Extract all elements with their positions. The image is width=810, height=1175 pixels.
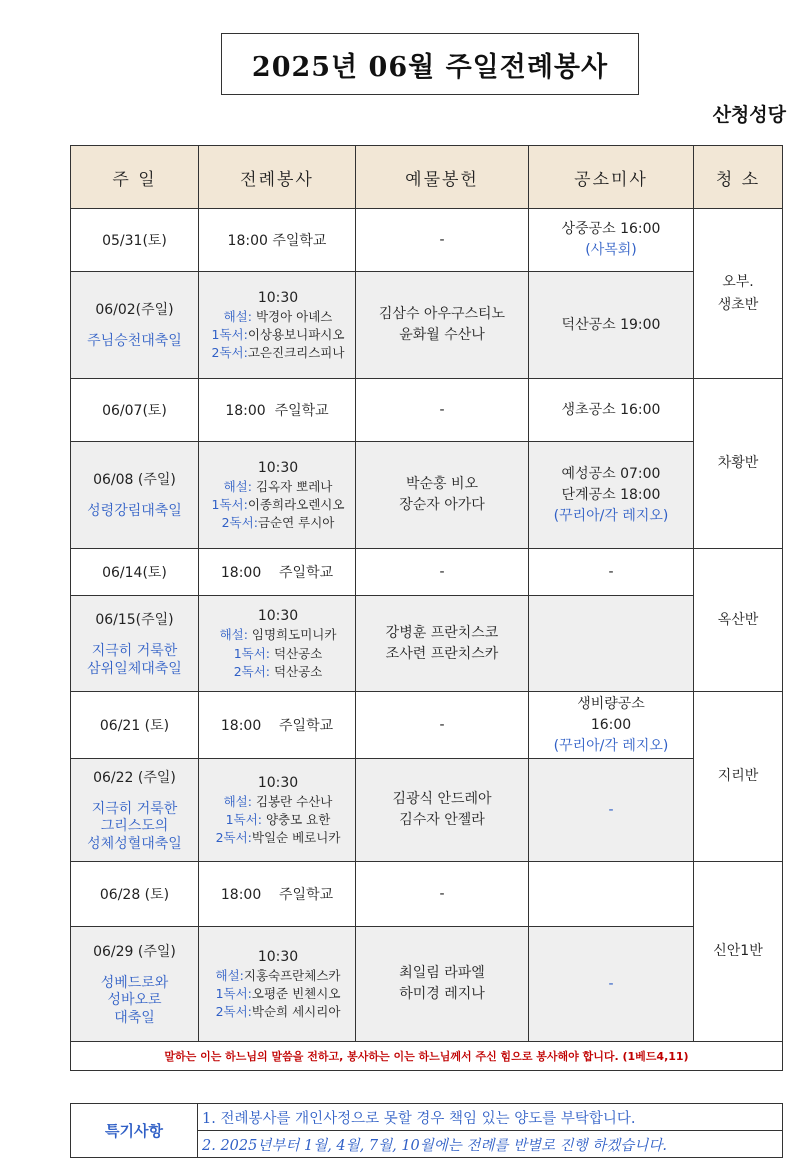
date-text: 06/22 (주일) [93, 769, 176, 786]
commentator [201, 626, 355, 644]
header-offering: 예물봉헌 [356, 146, 529, 209]
feast-name: 성베드로와 성바오로 대축일 [100, 974, 169, 1026]
person-name: 금순연 루시아 [257, 515, 335, 531]
date-cell [71, 862, 199, 927]
role-label: 해설: [223, 478, 252, 494]
mission-mass-cell [529, 549, 694, 596]
liturgy-text: 18:00 주일학교 [227, 233, 327, 249]
offering-cell: 김삼수 아우구스티노 윤화월 수산나 [356, 272, 529, 379]
mission-mass-cell [529, 692, 694, 759]
liturgy-cell [199, 596, 356, 692]
date-text: 06/15(주일) [95, 612, 174, 628]
role-label: 1독서: [225, 812, 262, 828]
person-name: 이종희라오렌시오 [247, 497, 345, 513]
liturgy-cell [199, 209, 356, 272]
liturgy-time: 10:30 [257, 289, 299, 306]
person-name: 박일순 베로니카 [251, 830, 341, 846]
commentator [201, 308, 355, 326]
offering-cell: - [356, 692, 529, 759]
person-name: 덕산공소 [270, 645, 323, 661]
role-label: 2독서: [211, 345, 248, 361]
reader-1 [201, 645, 355, 663]
commentator [201, 967, 355, 985]
date-cell [71, 549, 199, 596]
feast-name: 지극히 거룩한 그리스도의 성체성혈대축일 [87, 800, 182, 852]
header-sunday: 주 일 [71, 146, 199, 209]
notes-label: 특기사항 [71, 1104, 198, 1158]
reader-2 [201, 829, 355, 847]
mission-mass-cell [529, 272, 694, 379]
role-label: 해설: [223, 308, 252, 324]
offering-cell: - [356, 549, 529, 596]
date-text: 06/08 (주일) [93, 472, 176, 489]
schedule-table [70, 145, 783, 1071]
person-name: 김옥자 뽀레나 [251, 478, 333, 494]
mission-mass-cell [529, 442, 694, 549]
table-row [71, 272, 783, 379]
liturgy-time: 10:30 [257, 608, 299, 625]
offering-cell: 김광식 안드레아 김수자 안젤라 [356, 759, 529, 862]
date-cell [71, 209, 199, 272]
table-row [71, 442, 783, 549]
liturgy-cell [199, 927, 356, 1042]
liturgy-time: 10:30 [257, 774, 299, 791]
role-label: 1독서: [215, 986, 252, 1002]
offering-cell: - [356, 379, 529, 442]
person-name: 덕산공소 [270, 663, 323, 679]
mission-mass-cell [529, 379, 694, 442]
cleaning-cell: 옥산반 [694, 549, 783, 692]
mass-text: 상중공소 16:00 [561, 221, 661, 237]
role-label: 2독서: [215, 830, 252, 846]
offering-cell: - [356, 862, 529, 927]
mission-mass-cell [529, 862, 694, 927]
offering-cell: - [356, 209, 529, 272]
offering-cell: 강병훈 프란치스코 조사련 프란치스카 [356, 596, 529, 692]
role-label: 2독서: [233, 663, 271, 679]
cleaning-cell: 차황반 [694, 379, 783, 549]
table-row [71, 927, 783, 1042]
page-title: 2025년 06월 주일전례봉사 [221, 33, 639, 95]
cleaning-cell: 지리반 [694, 692, 783, 862]
table-row [71, 379, 783, 442]
reader-1 [201, 326, 355, 344]
date-text: 06/07(토) [102, 403, 167, 419]
header-mission-mass: 공소미사 [529, 146, 694, 209]
mass-group: (꾸리아/각 레지오) [553, 507, 669, 524]
date-cell [71, 379, 199, 442]
table-row [71, 209, 783, 272]
person-name: 임명희도미니카 [247, 627, 337, 643]
role-label: 해설: [219, 627, 248, 643]
liturgy-text: 18:00 주일학교 [225, 403, 329, 419]
liturgy-cell [199, 442, 356, 549]
date-cell [71, 442, 199, 549]
role-label: 2독서: [221, 515, 258, 531]
table-row [71, 862, 783, 927]
notes-line-2: 2. 2025년부터 1월, 4월, 7월, 10월에는 전례를 반별로 진행 하겠습니다. [198, 1131, 783, 1158]
liturgy-text: 18:00 주일학교 [220, 887, 334, 903]
table-row [71, 596, 783, 692]
header-cleaning: 청 소 [694, 146, 783, 209]
liturgy-text: 18:00 주일학교 [220, 565, 334, 581]
date-cell [71, 759, 199, 862]
mass-text: - [608, 975, 614, 992]
table-row [71, 759, 783, 862]
liturgy-cell [199, 692, 356, 759]
scripture-quote: 말하는 이는 하느님의 말씀을 전하고, 봉사하는 이는 하느님께서 주신 힘으로 봉사해야 합니다. (1베드4,11) [71, 1042, 783, 1071]
feast-name: 주님승천대축일 [87, 333, 182, 350]
mission-mass-cell [529, 596, 694, 692]
person-name: 김봉란 수산나 [251, 793, 333, 809]
person-name: 지홍숙프란체스카 [243, 967, 341, 983]
header-liturgy: 전례봉사 [199, 146, 356, 209]
reader-2 [201, 344, 355, 362]
date-text: 06/14(토) [102, 565, 167, 581]
reader-1 [201, 496, 355, 514]
mass-text: 예성공소 07:00 단계공소 18:00 [561, 465, 661, 503]
cleaning-cell: 신안1반 [694, 862, 783, 1042]
table-row [71, 549, 783, 596]
cleaning-cell: 오부. 생초반 [694, 209, 783, 379]
offering-cell: 박순홍 비오 장순자 아가다 [356, 442, 529, 549]
date-text: 05/31(토) [102, 233, 167, 249]
liturgy-cell [199, 272, 356, 379]
mass-text: 덕산공소 19:00 [561, 316, 661, 333]
commentator [201, 478, 355, 496]
reader-2 [201, 514, 355, 532]
role-label: 1독서: [233, 645, 271, 661]
offering-cell: 최일림 라파엘 하미경 레지나 [356, 927, 529, 1042]
date-text: 06/29 (주일) [93, 943, 176, 960]
liturgy-cell [199, 862, 356, 927]
date-cell [71, 927, 199, 1042]
mass-text: - [608, 563, 614, 580]
reader-1 [201, 985, 355, 1003]
date-cell [71, 272, 199, 379]
person-name: 박순희 세시리아 [251, 1004, 341, 1020]
person-name: 오평준 빈첸시오 [251, 986, 341, 1002]
role-label: 1독서: [211, 327, 248, 343]
date-text: 06/02(주일) [95, 302, 174, 319]
reader-1 [201, 811, 355, 829]
date-cell [71, 692, 199, 759]
mass-text: 생초공소 16:00 [561, 401, 661, 418]
person-name: 양충모 요한 [262, 812, 331, 828]
liturgy-cell [199, 549, 356, 596]
person-name: 이상용보니파시오 [247, 327, 345, 343]
mass-text: 생비량공소 16:00 [577, 695, 645, 733]
person-name: 고은진크리스피나 [247, 345, 345, 361]
role-label: 2독서: [215, 1004, 252, 1020]
commentator [201, 793, 355, 811]
table-row [71, 692, 783, 759]
mission-mass-cell [529, 209, 694, 272]
mission-mass-cell [529, 759, 694, 862]
liturgy-cell [199, 379, 356, 442]
reader-2 [201, 663, 355, 681]
role-label: 해설: [215, 967, 244, 983]
date-text: 06/21 (토) [99, 718, 170, 734]
reader-2 [201, 1003, 355, 1021]
mission-mass-cell [529, 927, 694, 1042]
feast-name: 지극히 거룩한 삼위일체대축일 [87, 643, 182, 677]
table-header-row [71, 146, 783, 209]
date-text: 06/28 (토) [99, 887, 170, 903]
feast-name: 성령강림대축일 [87, 503, 182, 520]
role-label: 해설: [223, 793, 252, 809]
liturgy-text: 18:00 주일학교 [220, 718, 334, 734]
mass-group: (사목회) [585, 242, 637, 258]
liturgy-cell [199, 759, 356, 862]
liturgy-time: 10:30 [257, 948, 299, 965]
role-label: 1독서: [211, 497, 248, 513]
date-cell [71, 596, 199, 692]
person-name: 박경아 아녜스 [251, 308, 333, 324]
notes-table [70, 1103, 783, 1158]
parish-name: 산청성당 [712, 104, 786, 126]
notes-line-1: 1. 전례봉사를 개인사정으로 못할 경우 책임 있는 양도를 부탁합니다. [198, 1104, 783, 1131]
mass-group: (꾸리아/각 레지오) [553, 737, 669, 754]
liturgy-time: 10:30 [257, 459, 299, 476]
mass-text: - [608, 801, 614, 818]
